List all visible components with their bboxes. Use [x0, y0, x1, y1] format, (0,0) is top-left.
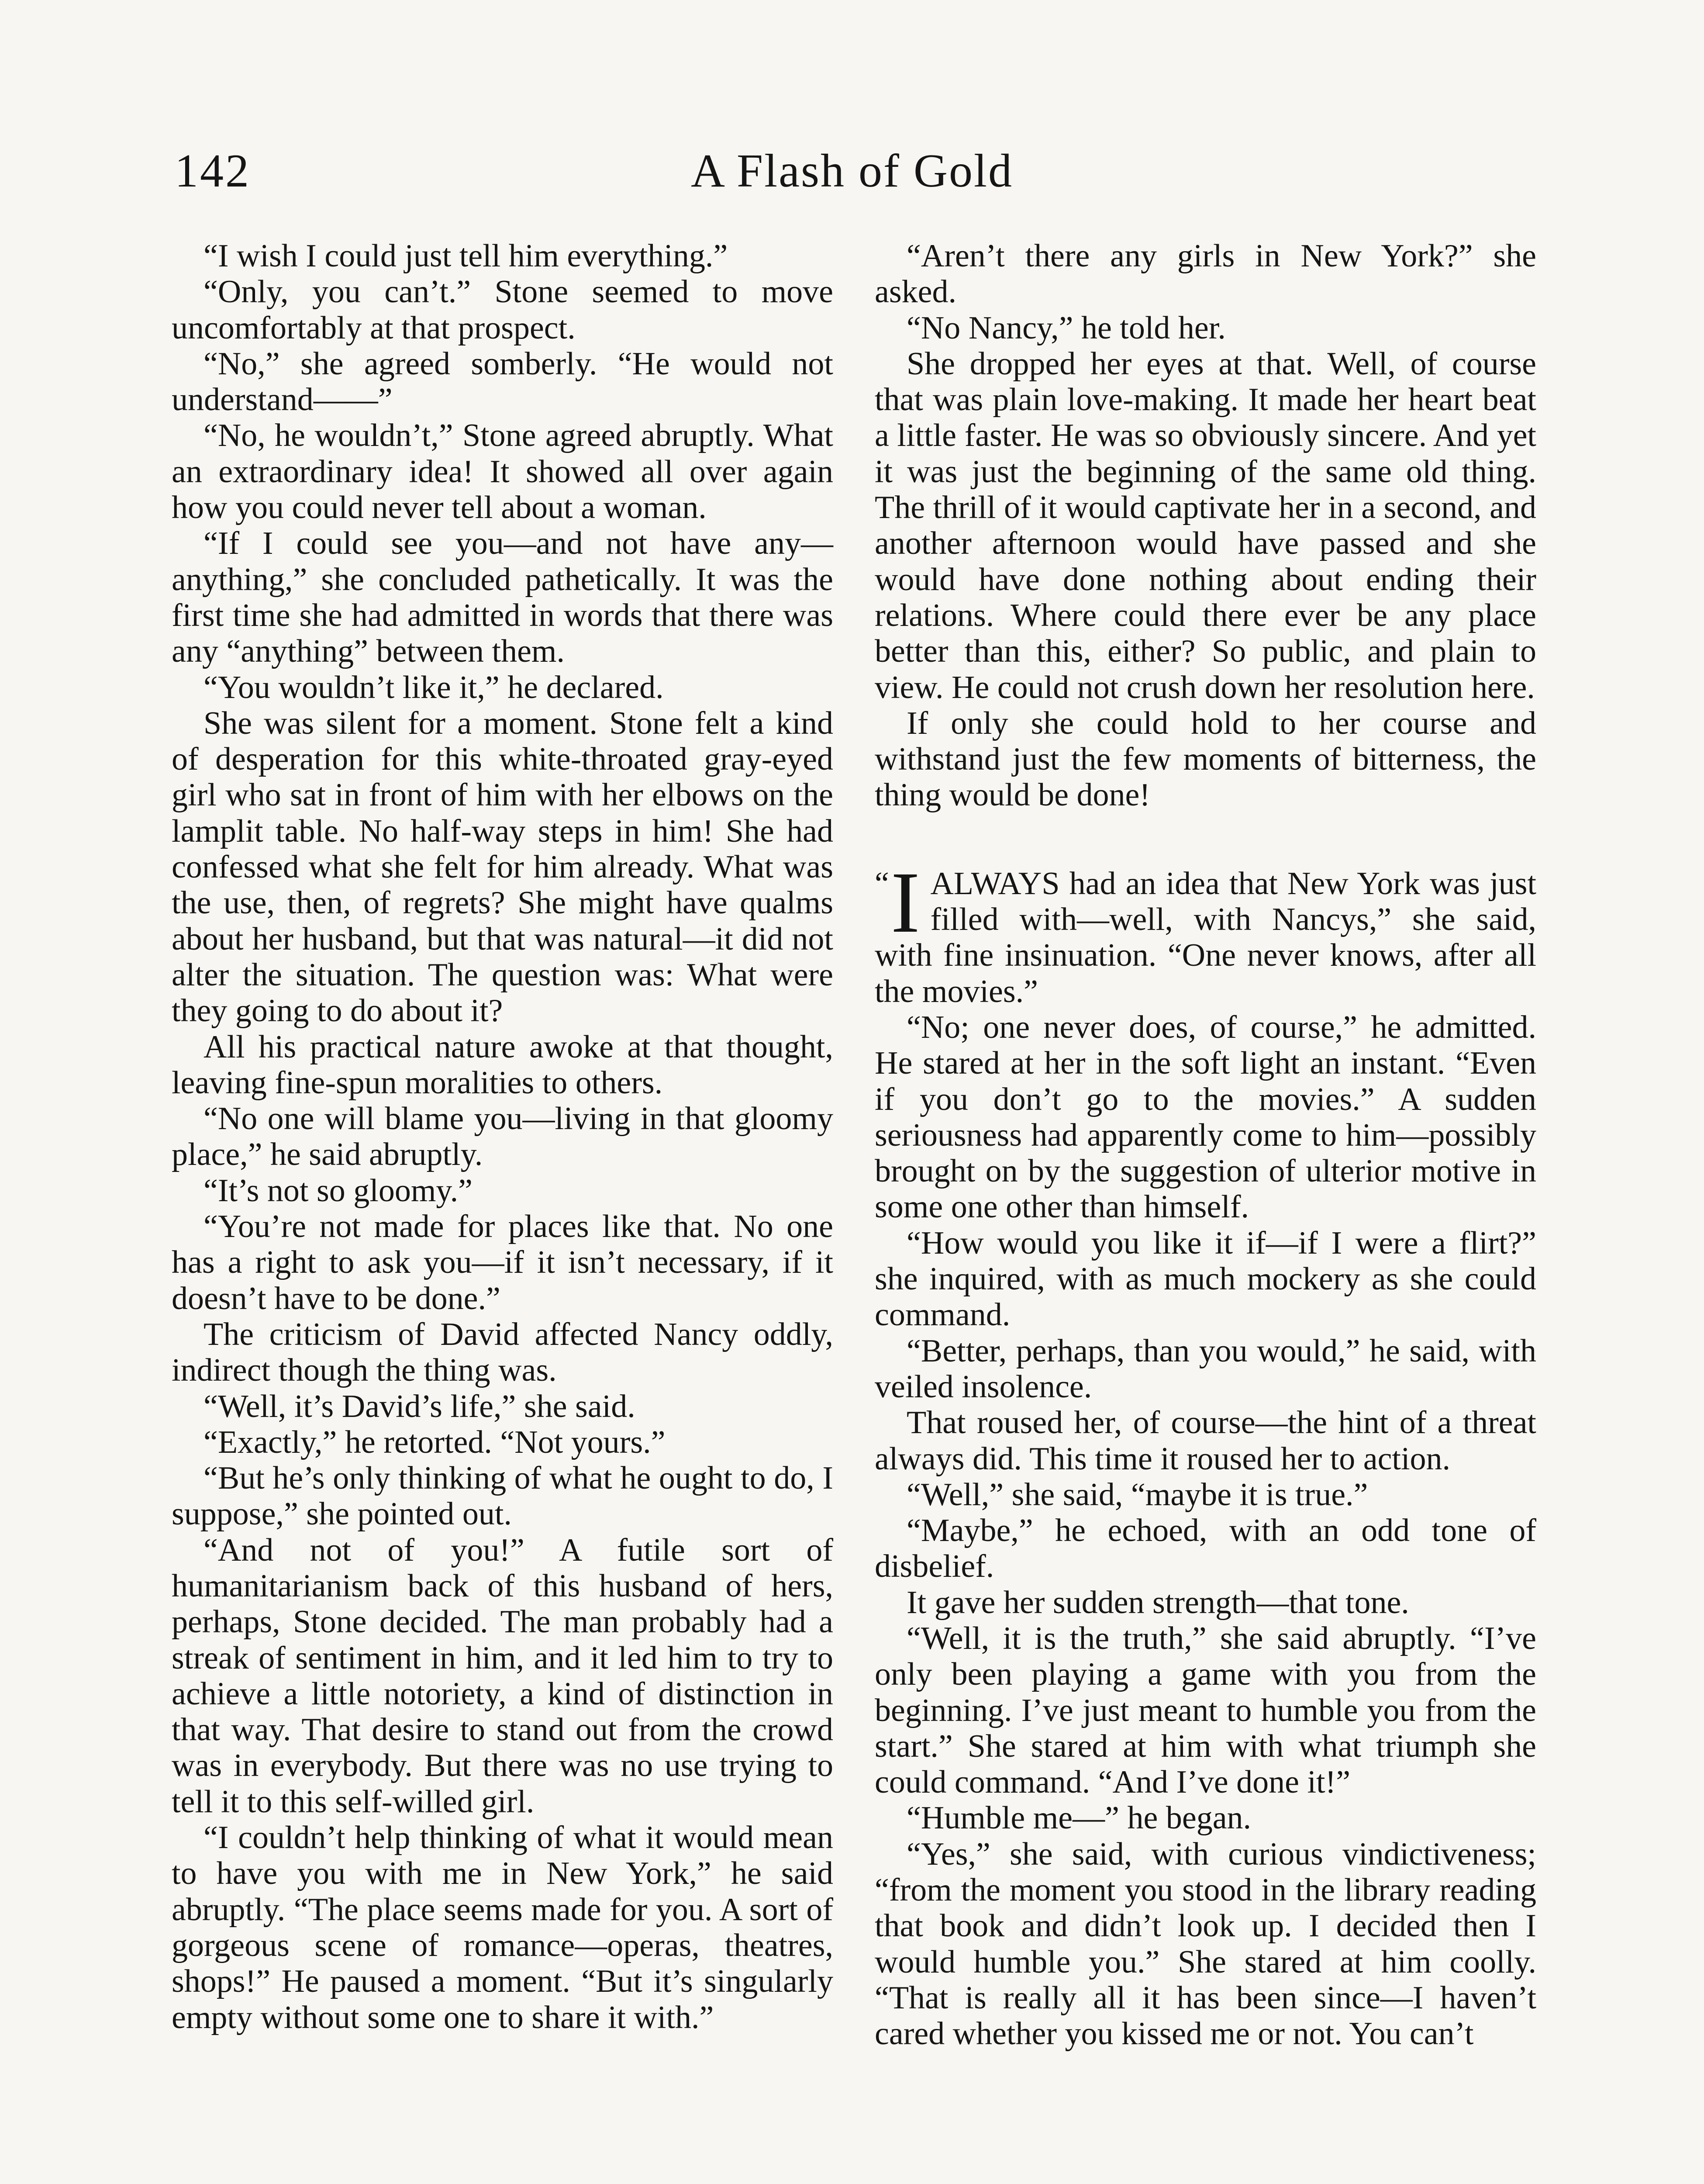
page-header	[0, 144, 1704, 232]
paragraph: “But he’s only thinking of what he ought to do, I suppose,” she pointed out.	[172, 1460, 833, 1532]
paragraph: She dropped her eyes at that. Well, of course that was plain love-making. It made her heart beat a little faster. He was so obviously sincere. And yet it was just the beginning of the same old thing. The thrill of it would captivate her in a second, and another afternoon would have passed and she would have done nothing about ending their relations. Where could there ever be any place better than this, either? So public, and plain to view. He could not crush down her resolution here.	[875, 346, 1536, 705]
paragraph: “Better, perhaps, than you would,” he said, with veiled insolence.	[875, 1333, 1536, 1405]
drop-cap-quote: “	[875, 865, 889, 902]
paragraph: “I couldn’t help thinking of what it would mean to have you with me in New York,” he said abruptly. “The place seems made for you. A sort of gorgeous scene of romance—operas, theatres, shops!” He paused a moment. “But it’s singularly empty without some one to share it with.”	[172, 1820, 833, 2035]
paragraph: “I wish I could just tell him everything.”	[204, 238, 728, 274]
paragraph: “How would you like it if—if I were a flirt?” she inquired, with as much mockery as she could command.	[875, 1225, 1536, 1333]
paragraph: “You wouldn’t like it,” he declared.	[204, 669, 664, 705]
paragraph: It gave her sudden strength—that tone.	[907, 1584, 1409, 1621]
paragraph: “Maybe,” he echoed, with an odd tone of disbelief.	[875, 1513, 1536, 1585]
running-title: A Flash of Gold	[690, 145, 1014, 197]
drop-cap-text: ALWAYS had an idea that New York was just filled with—well, with Nancys,” she said, with fine insinuation. “One never knows, after all the movies.”	[875, 865, 1536, 1009]
paragraph: “No Nancy,” he told her.	[907, 310, 1226, 346]
paragraph: The criticism of David affected Nancy oddly, indirect though the thing was.	[172, 1316, 833, 1389]
paragraph: “No one will blame you—living in that gloomy place,” he said abruptly.	[172, 1101, 833, 1173]
paragraph: “No, he wouldn’t,” Stone agreed abruptly. What an extraordinary idea! It showed all over again how you could never tell about a woman.	[172, 418, 833, 526]
paragraph: “If I could see you—and not have any—anything,” she concluded pathetically. It was the first time she had admitted in words that there was any “anything” between them.	[172, 525, 833, 670]
drop-cap-letter: I	[890, 854, 920, 951]
paragraph: “Well, it is the truth,” she said abruptly. “I’ve only been playing a game with you from the beginning. I’ve just meant to humble you from the start.” She stared at him with what triumph she could command. “And I’ve done it!”	[875, 1620, 1536, 1800]
paragraph: “Well, it’s David’s life,” she said.	[204, 1388, 635, 1424]
paragraph: If only she could hold to her course and withstand just the few moments of bitterness, the thing would be done!	[875, 705, 1536, 813]
paragraph: “It’s not so gloomy.”	[204, 1172, 473, 1209]
paragraph: “Yes,” she said, with curious vindictiveness; “from the moment you stood in the library reading that book and didn’t look up. I decided then I would humble you.” She stared at him coolly. “That is really all it has been since—I haven’t cared whether you kissed me or not. You can’t	[875, 1836, 1536, 2052]
right-column	[875, 238, 1536, 2052]
paragraph: “Humble me—” he began.	[907, 1800, 1252, 1836]
paragraph: She was silent for a moment. Stone felt a kind of desperation for this white-throated gray-eyed girl who sat in front of him with her elbows on the lamplit table. No half-way steps in him! She had confessed what she felt for him already. What was the use, then, of regrets? She might have qualms about her husband, but that was natural—it did not alter the situation. The question was: What were they going to do about it?	[172, 705, 833, 1029]
paragraph: “No,” she agreed somberly. “He would not understand——”	[172, 346, 833, 418]
paragraph: “You’re not made for places like that. No one has a right to ask you—if it isn’t necessary, if it doesn’t have to be done.”	[172, 1209, 833, 1317]
paragraph: All his practical nature awoke at that thought, leaving fine-spun moralities to others.	[172, 1029, 833, 1101]
paragraph: “And not of you!” A futile sort of humanitarianism back of this husband of hers, perhaps, Stone decided. The man probably had a streak of sentiment in him, and it led him to try to achieve a little notoriety, a kind of distinction in that way. That desire to stand out from the crowd was in everybody. But there was no use trying to tell it to this self-willed girl.	[172, 1532, 833, 1820]
paragraph: “Well,” she said, “maybe it is true.”	[907, 1476, 1368, 1513]
left-column	[172, 238, 833, 2035]
paragraph: That roused her, of course—the hint of a threat always did. This time it roused her to action.	[875, 1405, 1536, 1477]
paragraph: “No; one never does, of course,” he admitted. He stared at her in the soft light an instant. “Even if you don’t go to the movies.” A sudden seriousness had apparently come to him—possibly brought on by the suggestion of ulterior motive in some one other than himself.	[875, 1009, 1536, 1225]
paragraph: “Aren’t there any girls in New York?” she asked.	[875, 238, 1536, 310]
page-number: 142	[175, 145, 251, 197]
paragraph: “Exactly,” he retorted. “Not yours.”	[204, 1424, 666, 1460]
section-opening-paragraph	[875, 854, 1536, 1009]
paragraph: “Only, you can’t.” Stone seemed to move uncomfortably at that prospect.	[172, 274, 833, 346]
